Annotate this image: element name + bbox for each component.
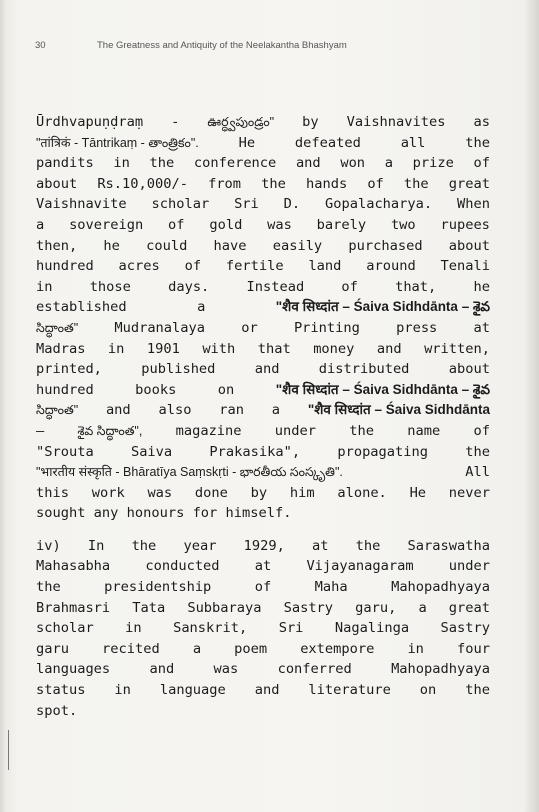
word: language [159, 682, 226, 699]
text-line [36, 536, 490, 557]
word: as [473, 114, 490, 130]
word: two [390, 216, 416, 233]
word: scholar [36, 620, 94, 637]
word: about [36, 175, 78, 192]
word: Maha [314, 579, 348, 596]
word: the [36, 579, 61, 596]
word: ఊర్ధ్వపుండ్రం" [207, 115, 275, 129]
word: barely [316, 216, 367, 233]
word: in [113, 155, 130, 172]
word: a [384, 155, 393, 172]
page-edge-shadow [525, 0, 539, 812]
word: hundred [36, 258, 94, 275]
word: Sastry [283, 599, 334, 616]
text-line [36, 556, 490, 577]
word: about [448, 361, 490, 378]
word: and [105, 402, 131, 419]
word: "शैव सिध्दांत – Śaiva Sidhdānta – శైవ [275, 381, 490, 397]
text-line [36, 400, 490, 421]
word: press [396, 319, 438, 336]
word: propagating [337, 443, 428, 460]
text-line [36, 174, 490, 195]
word: He [238, 134, 256, 151]
word: of [473, 155, 490, 172]
word: conferred [277, 661, 352, 678]
word: "शैव सिध्दांत – Śaiva Sidhdānta – శైవ [275, 299, 490, 315]
word: work [91, 484, 125, 501]
word: Ūrdhvapuṇḍraṃ [36, 114, 144, 130]
word: of [184, 258, 202, 275]
text-line [36, 442, 490, 463]
word: in [107, 340, 125, 357]
text-line [36, 133, 490, 154]
word: under [274, 422, 316, 439]
paragraph-2 [36, 536, 490, 721]
word: by [302, 114, 319, 130]
margin-mark [8, 730, 9, 770]
word: garu, [355, 599, 397, 616]
word: and [295, 155, 321, 172]
word: literature [308, 682, 391, 699]
word: under [448, 558, 490, 575]
word: those [89, 278, 131, 295]
word: Vaishnavites [346, 114, 446, 130]
text-line [36, 318, 490, 339]
page-number: 30 [35, 40, 46, 51]
text-line [36, 577, 490, 598]
word: the [261, 175, 286, 192]
word: great [448, 599, 490, 616]
word: "शैव सिध्दांत – Śaiva Sidhdānta [307, 402, 490, 418]
word: the [465, 443, 490, 460]
word: at [254, 558, 272, 575]
word: the [465, 134, 490, 151]
word: hands [306, 175, 348, 192]
word: around [366, 258, 416, 275]
text-line [36, 483, 490, 504]
word: ran [219, 402, 244, 419]
word: a [197, 299, 206, 316]
word: sought any honours for himself. [36, 505, 292, 522]
word: that [257, 340, 291, 357]
word: money [313, 340, 355, 357]
word: fertile [225, 258, 284, 275]
word: In [87, 537, 105, 554]
word: poem [234, 640, 268, 657]
word: the [355, 537, 381, 554]
word: books [135, 381, 177, 398]
word: Rs.10,000/- [97, 175, 188, 192]
word: he [473, 278, 490, 295]
text-line [36, 215, 490, 236]
word: iv) [36, 537, 61, 554]
word: sovereign [69, 216, 144, 233]
word: – [36, 422, 45, 439]
text-line [36, 598, 490, 619]
word: Instead [246, 278, 305, 295]
word: సిద్ధాంత" [36, 403, 79, 418]
word: of [367, 175, 384, 192]
word: all [400, 134, 426, 151]
word: this [36, 484, 69, 501]
word: Sastry [440, 620, 490, 637]
word: in [407, 640, 424, 657]
word: "भारतीय संस्कृति - Bhāratīya Saṃskṛti - భారతీయ సంస్కృతి". [36, 465, 343, 480]
text-line [36, 680, 490, 701]
word: 1929, [243, 537, 285, 554]
word: alone. [337, 484, 387, 501]
running-header [35, 40, 347, 51]
word: by [250, 484, 268, 501]
word: done [194, 484, 228, 501]
word: Saiva [130, 443, 173, 460]
word: a [271, 402, 281, 419]
word: conducted [145, 558, 220, 575]
word: scholar [151, 196, 210, 213]
word: defeated [294, 134, 361, 151]
word: days. [168, 278, 210, 295]
word: Subbaraya [187, 599, 262, 616]
word: of [254, 579, 272, 596]
text-line [36, 618, 490, 639]
word: hundred [36, 381, 94, 398]
word: him [289, 484, 315, 501]
word: the [403, 175, 429, 192]
text-line [36, 380, 490, 401]
word: could [146, 237, 188, 254]
word: Sri [234, 196, 259, 213]
word: established [36, 299, 127, 316]
text-line [36, 462, 490, 483]
word: "Srouta [36, 443, 94, 460]
word: was [213, 661, 239, 678]
word: then, [36, 237, 78, 254]
word: languages [36, 661, 111, 678]
word: never [448, 484, 490, 501]
word: Tata [132, 599, 166, 616]
word: conference [193, 155, 277, 172]
word: also [158, 402, 192, 419]
word: the [131, 537, 157, 554]
word: Printing [293, 319, 360, 336]
word: distributed [318, 361, 410, 378]
text-line [36, 659, 490, 680]
word: D. [283, 196, 301, 213]
word: rupees [440, 216, 490, 233]
word: status [36, 682, 86, 699]
word: magazine [175, 422, 242, 439]
word: Brahmasri [36, 599, 111, 616]
word: and [376, 340, 402, 357]
word: Gopalacharya. [325, 196, 433, 213]
word: spot. [36, 702, 78, 719]
word: Tenali [440, 258, 490, 275]
word: presidentship [104, 579, 212, 596]
word: garu [36, 640, 69, 657]
word: and [254, 682, 280, 699]
text-line [36, 359, 490, 380]
word: name [407, 422, 441, 439]
word: of [473, 422, 490, 439]
word: All [465, 464, 490, 481]
text-line [36, 421, 490, 442]
word: published [141, 361, 216, 378]
word: in [125, 620, 142, 637]
word: Nagalinga [334, 620, 410, 637]
word: land [308, 258, 342, 275]
text-line [36, 153, 490, 174]
word: from [208, 175, 242, 192]
word: He [409, 484, 427, 501]
word: Vijayanagaram [306, 558, 414, 575]
text-line [36, 256, 490, 277]
word: about [448, 237, 490, 254]
word: was [267, 216, 292, 233]
text-line [36, 297, 490, 318]
word: year [183, 537, 217, 554]
word: Vaishnavite [36, 196, 127, 213]
running-title: The Greatness and Antiquity of the Neelakantha Bhashyam [97, 40, 347, 51]
word: the [465, 682, 490, 699]
word: Saraswatha [407, 537, 490, 554]
word: and [254, 361, 280, 378]
text-line [36, 236, 490, 257]
word: that, [395, 278, 437, 295]
word: Sri [278, 620, 304, 637]
word: four [457, 640, 490, 657]
word: the [149, 155, 175, 172]
word: written, [424, 340, 490, 357]
word: When [457, 196, 490, 213]
word: on [419, 682, 437, 699]
text-line [36, 277, 490, 298]
word: won [340, 155, 366, 172]
word: was [147, 484, 173, 501]
word: with [202, 340, 236, 357]
word: purchased [348, 237, 423, 254]
word: recited [102, 640, 160, 657]
word: శైవ సిద్ధాంత", [77, 423, 143, 438]
word: Prakasika", [209, 443, 301, 460]
word: prize [412, 155, 454, 172]
word: at [473, 319, 490, 336]
word: have [213, 237, 247, 254]
body-text [36, 112, 490, 721]
word: he [103, 237, 120, 254]
text-line [36, 503, 490, 524]
text-line [36, 339, 490, 360]
word: Mahasabha [36, 558, 111, 575]
word: of [341, 278, 358, 295]
word: easily [272, 237, 323, 254]
word: acres [118, 258, 160, 275]
word: Mudranalaya [114, 319, 206, 336]
word: gold [209, 216, 243, 233]
word: "तांत्रिकं - Tāntrikaṃ - తాంత్రికం". [36, 135, 199, 150]
word: a [418, 599, 427, 616]
word: the [349, 422, 374, 439]
word: a [192, 640, 202, 657]
word: printed, [36, 361, 102, 378]
word: - [171, 114, 180, 130]
paragraph-1 [36, 112, 490, 524]
word: Madras [36, 340, 86, 357]
text-line [36, 701, 490, 722]
text-line [36, 194, 490, 215]
word: extempore [300, 640, 375, 657]
word: Mahopadhyaya [391, 579, 490, 596]
word: great [448, 175, 490, 192]
word: and [149, 661, 175, 678]
word: on [217, 381, 235, 398]
text-line [36, 112, 490, 133]
word: of [168, 216, 185, 233]
text-line [36, 639, 490, 660]
word: Sanskrit, [173, 620, 248, 637]
word: at [311, 537, 329, 554]
word: Mahopadhyaya [391, 661, 490, 678]
word: in [114, 682, 131, 699]
word: సిద్ధాంత" [36, 320, 79, 335]
word: 1901 [146, 340, 180, 357]
word: in [36, 278, 53, 295]
word: pandits [36, 155, 94, 172]
word: or [241, 319, 258, 336]
word: a [36, 216, 45, 233]
